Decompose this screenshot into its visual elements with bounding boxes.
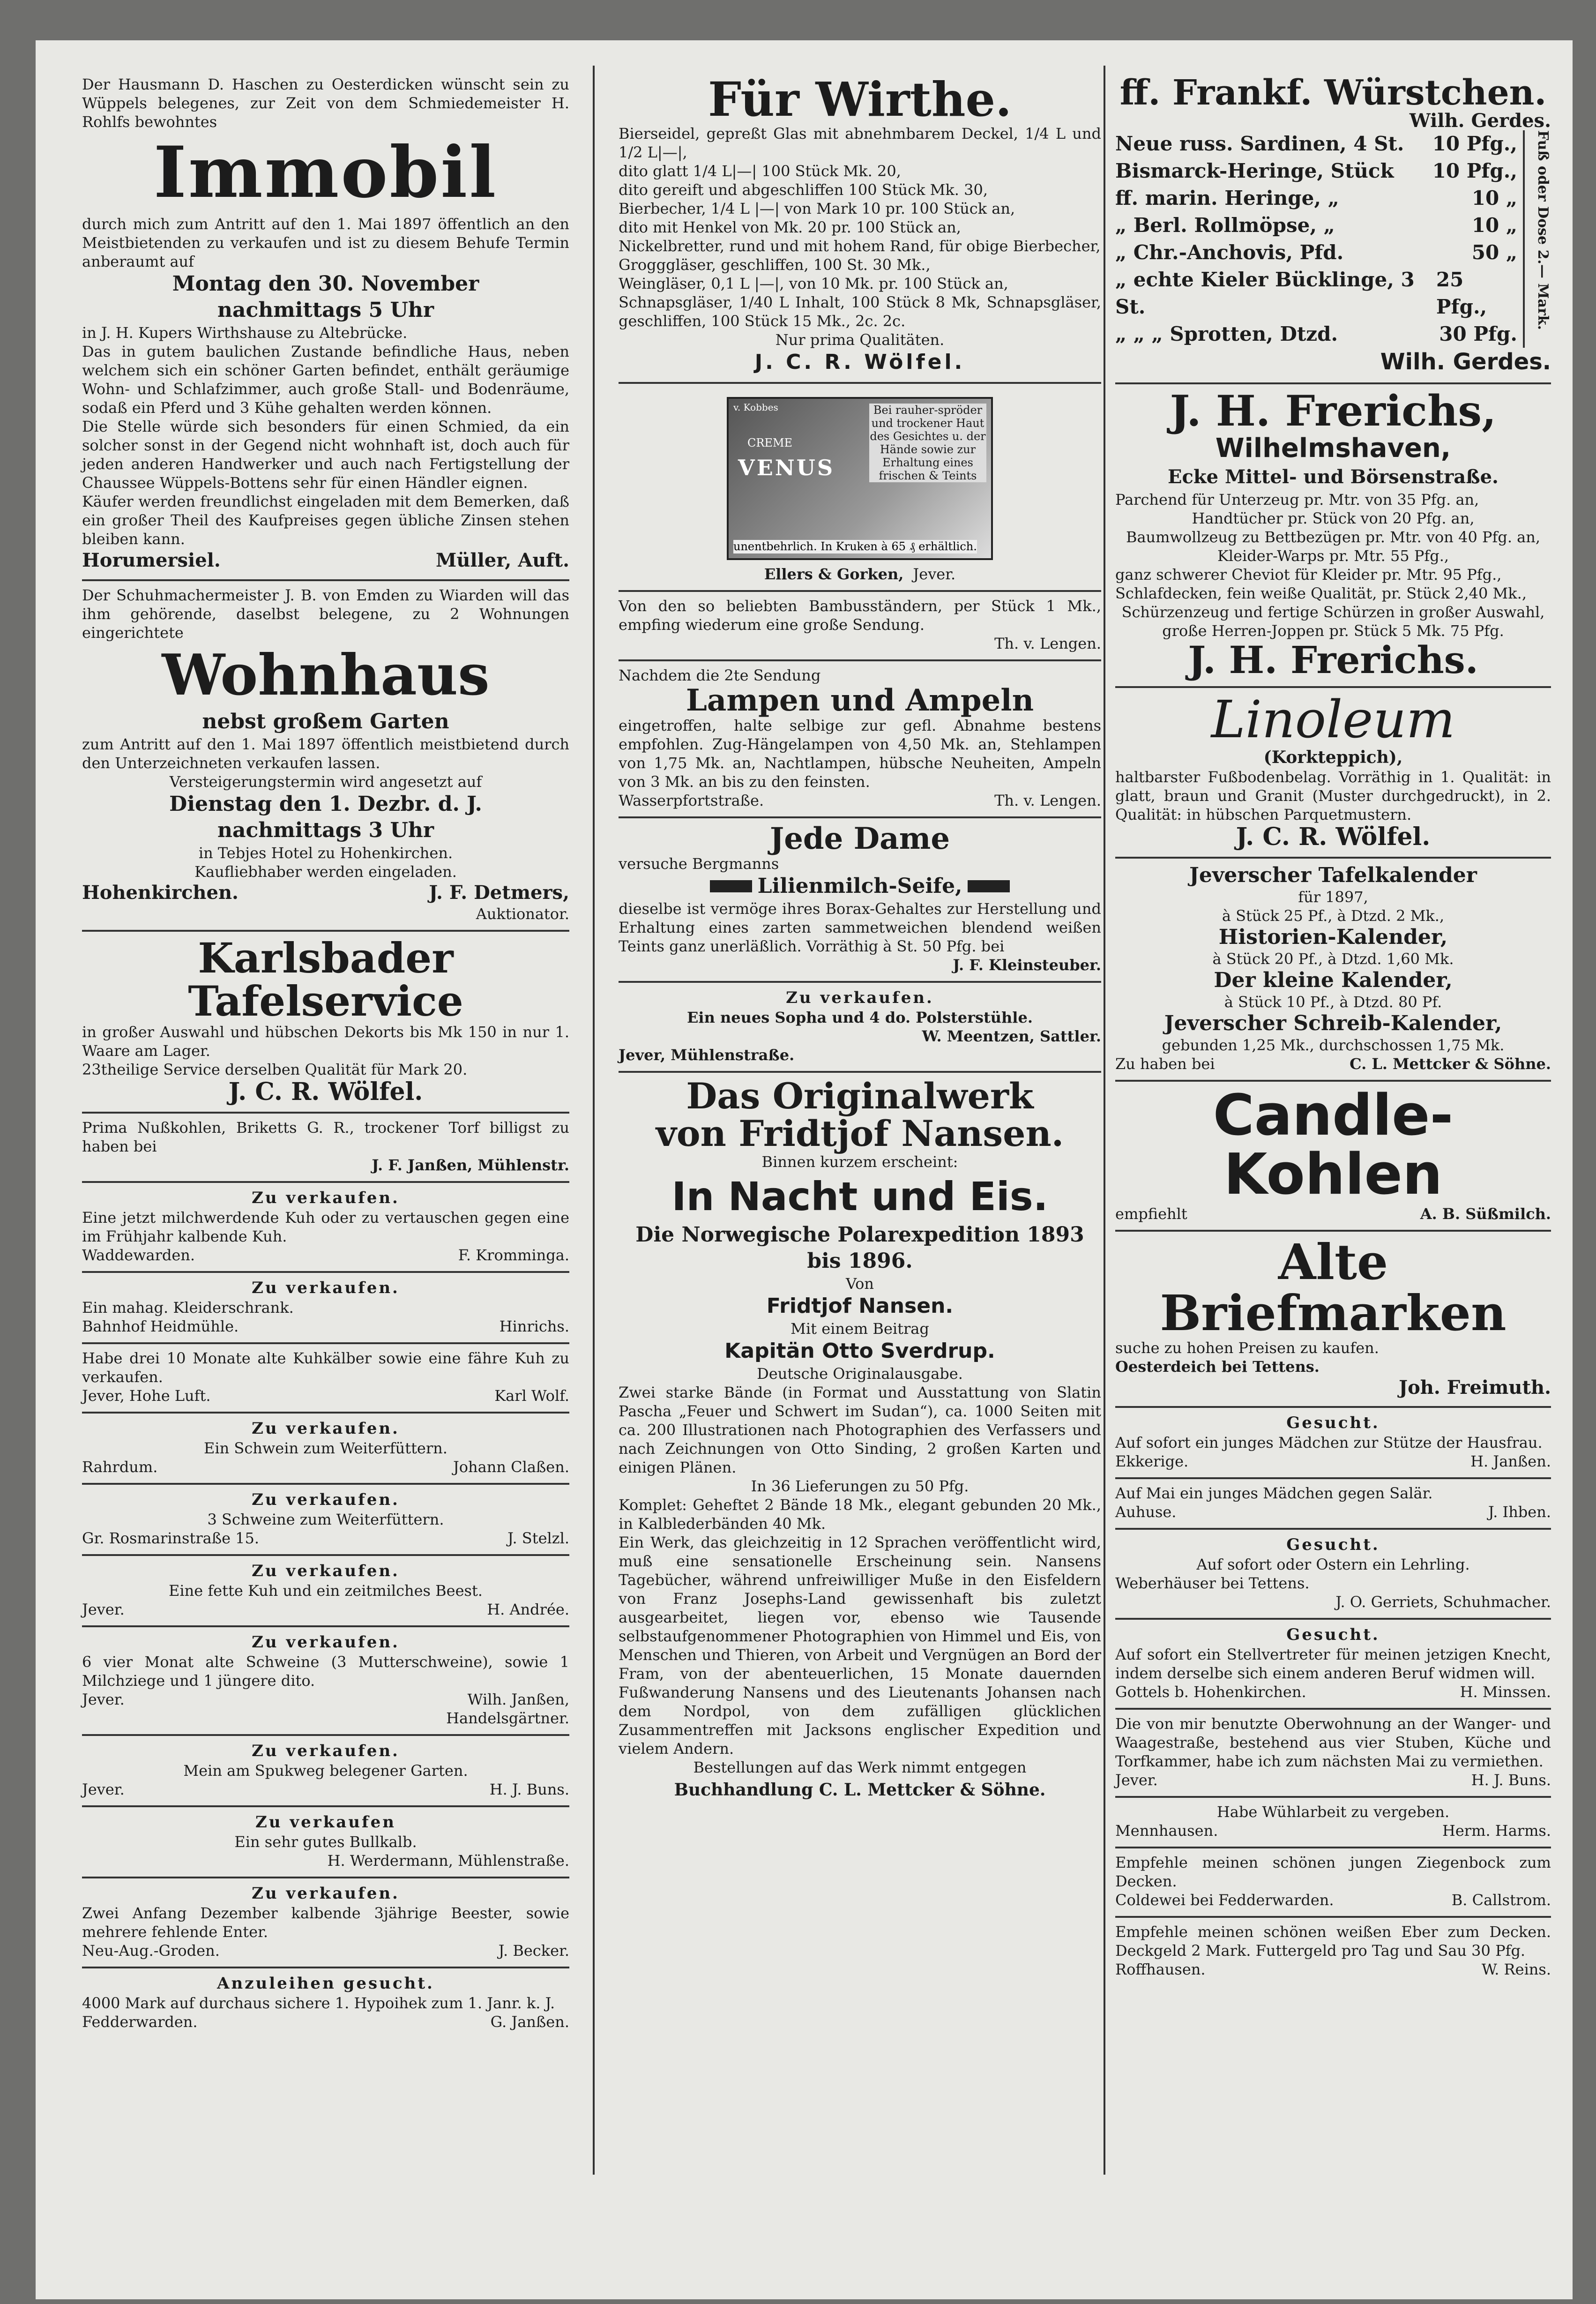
- ad-signature: Hinrichs.: [499, 1317, 569, 1336]
- ad-time: nachmittags 5 Uhr: [217, 298, 434, 322]
- ad-immobil: [82, 70, 569, 581]
- ad-heading: Zu verkaufen.: [252, 1189, 400, 1208]
- ad-text: Empfehle meinen schönen jungen Ziegenbock zum Decken.: [1115, 1854, 1551, 1891]
- ad-verkauf-schrank: [82, 1273, 569, 1344]
- ad-kohlen: [82, 1114, 569, 1183]
- list-item: [1115, 185, 1517, 212]
- ad-place-signature: Jever.: [82, 1601, 125, 1619]
- ad-headline: Wohnhaus: [162, 642, 490, 708]
- ad-line: dito mit Henkel von Mk. 20 pr. 100 Stück an,: [619, 218, 961, 236]
- ad-text: Mit einem Beitrag: [791, 1320, 929, 1338]
- ad-heading: Zu verkaufen.: [252, 1633, 400, 1652]
- ad-headline: Jede Dame: [769, 821, 950, 857]
- ad-kalender: [1115, 859, 1551, 1082]
- ad-text: Kaufliebhaber werden eingeladen.: [194, 862, 457, 881]
- ad-line: Handtücher pr. Stück von 20 Pfg. an,: [1192, 509, 1475, 528]
- text: 10 „: [1471, 213, 1517, 237]
- ad-mai-maedchen: [1115, 1479, 1551, 1530]
- ad-text: 23theilige Service derselben Qualität für Mark 20.: [82, 1061, 468, 1079]
- ad-address: Ecke Mittel- und Börsenstraße.: [1168, 466, 1499, 488]
- ad-text: Mein am Spukweg belegener Garten.: [183, 1762, 468, 1780]
- ad-schweine: [82, 1485, 569, 1556]
- ad-signature: H. Janßen.: [1470, 1452, 1551, 1471]
- ad-place-signature: Horumersiel.: [82, 549, 221, 571]
- ad-signature: Joh. Freimuth.: [1399, 1376, 1551, 1399]
- ad-place-signature: Roffhausen.: [1115, 1960, 1206, 1979]
- ad-creme-venus: [619, 384, 1101, 592]
- ad-headline: von Fridtjof Nansen.: [656, 1113, 1064, 1155]
- ad-text: Weberhäuser bei Tettens.: [1115, 1574, 1310, 1593]
- ad-date: Montag den 30. November: [172, 271, 479, 296]
- ad-text: Ein sehr gutes Bullkalb.: [234, 1833, 417, 1851]
- ad-line: dito gereift und abgeschliffen 100 Stück Mk. 30,: [619, 181, 988, 199]
- ad-heading: Zu verkaufen.: [252, 1884, 400, 1903]
- venus-bottom: unentbehrlich. In Kruken à 65 ₰ erhältlich.: [733, 540, 977, 553]
- ad-text: versuche Bergmanns: [619, 855, 779, 873]
- ad-signature: G. Janßen.: [490, 2013, 569, 2031]
- ad-text: Bestellungen auf das Werk nimmt entgegen: [693, 1758, 1027, 1777]
- text: 30 Pfg.: [1439, 322, 1517, 345]
- ad-text: haltbarster Fußbodenbelag. Vorräthig in 1. Qualität: in glatt, braun und Granit (Muster durchgedruckt), in 2. Qualität: in hübschen Parquetmustern.: [1115, 768, 1551, 823]
- ad-ziegenbock: [1115, 1848, 1551, 1918]
- ad-tafelservice: [82, 932, 569, 1114]
- ad-signature: Johann Claßen.: [453, 1458, 569, 1476]
- ad-signature: J. F. Detmers,: [429, 881, 569, 904]
- ad-headline: J. H. Frerichs,: [1170, 386, 1497, 436]
- ad-text: Habe drei 10 Monate alte Kuhkälber sowie eine fähre Kuh zu verkaufen.: [82, 1349, 569, 1386]
- ad-headline: ff. Frankf. Würstchen.: [1119, 73, 1547, 113]
- text: 10 Pfg.,: [1432, 132, 1517, 155]
- ad-line: Parchend für Unterzeug pr. Mtr. von 35 Pfg. an,: [1115, 491, 1479, 509]
- calendar-line: gebunden 1,25 Mk., durchschossen 1,75 Mk.: [1162, 1036, 1505, 1054]
- ad-text: Eine fette Kuh und ein zeitmilches Beest.: [169, 1582, 483, 1600]
- ad-heading: Zu verkaufen.: [252, 1419, 400, 1438]
- ad-signature: Herm. Harms.: [1442, 1822, 1551, 1840]
- side-note: Fuß oder Dose 2.— Mark.: [1535, 130, 1551, 330]
- ad-place-signature: Wasserpfortstraße.: [619, 792, 764, 810]
- ad-text: suche zu hohen Preisen zu kaufen.: [1115, 1339, 1379, 1357]
- ad-line: große Herren-Joppen pr. Stück 5 Mk. 75 Pfg.: [1162, 622, 1504, 640]
- ad-signature: H. J. Buns.: [489, 1780, 569, 1799]
- ad-intro: Der Schuhmachermeister J. B. von Emden zu Wiarden will das ihm gehörende, daselbst belegene, zu 2 Wohnungen eingerichtete: [82, 586, 569, 642]
- ad-headline: Candle-Kohlen: [1213, 1083, 1454, 1207]
- ad-wuerstchen: [1115, 70, 1551, 384]
- ad-text: Zwei starke Bände (in Format und Ausstattung von Slatin Pascha „Feuer und Schwert im Sudan“), ca. 1000 Seiten mit ca. 200 Illustrationen nach Photographien des Verfassers und nach Zeichnungen von Otto Sinding, 2 großen Karten und einigen Plänen.: [619, 1384, 1101, 1477]
- ad-signature: Th. v. Lengen.: [994, 635, 1101, 652]
- ad-text: eingetroffen, halte selbige zur gefl. Abnahme bestens empfohlen. Zug-Hängelampen von 4,50 Mk. an, Stehlampen von 1,75 Mk. an, Nachtlampen, hübsche Neuheiten, Ampeln von 3 Mk. an bis zu den feinsten.: [619, 717, 1101, 791]
- ad-line: Baumwollzeug zu Bettbezügen pr. Mtr. von 40 Pfg. an,: [1126, 528, 1541, 546]
- ad-signature: Müller, Auft.: [436, 549, 569, 571]
- text: 10 Pfg.,: [1432, 159, 1517, 182]
- ad-city: Wilhelmshaven,: [1215, 433, 1451, 464]
- ad-place-signature: Jever, Mühlenstraße.: [619, 1046, 795, 1064]
- ad-date: Dienstag den 1. Dezbr. d. J.: [169, 792, 482, 816]
- ad-text: Ein Werk, das gleichzeitig in 12 Sprachen veröffentlicht wird, muß eine sensationelle Erscheinung sein. Nansens Tagebücher, während unfreiwilliger Muße in den Eisfeldern von Franz Josephs-Land gewissenhaft bis zuletzt ausgearbeitet, liegen vor, ebenso wie Tausende selbstaufgenommener Photographien von Himmel und Eis, von Menschen und Thieren, von Arbeit und Vergnügen an Bord der Fram, von der abenteuerlichen, 15 Monate dauernden Fußwanderung Nansens und des Lieutenants Johansen nach dem Nordpol, von dem zufälligen glücklichen Zusammentreffen mit Jacksons englischer Expedition und vielem Andern.: [619, 1534, 1101, 1758]
- ad-wuehlarbeit: [1115, 1798, 1551, 1848]
- ad-heading: Anzuleihen gesucht.: [217, 1974, 434, 1993]
- list-item: [1115, 212, 1517, 239]
- ad-text: Komplet: Geheftet 2 Bände 18 Mk., elegant gebunden 20 Mk., in Kalblederbänden 40 Mk.: [619, 1496, 1101, 1533]
- ad-headline: Immobil: [153, 131, 498, 214]
- text: „ „ „ Sprotten, Dtzd.: [1115, 322, 1338, 345]
- venus-tag: v. Kobbes: [733, 402, 778, 413]
- ad-signature: C. L. Mettcker & Söhne.: [1350, 1055, 1551, 1073]
- book-author: Fridtjof Nansen.: [766, 1294, 954, 1318]
- calendar-line: à Stück 10 Pf., à Dtzd. 80 Pf.: [1224, 993, 1442, 1011]
- text: „ echte Kieler Bücklinge, 3 St.: [1115, 268, 1415, 318]
- ad-place-signature: Coldewei bei Fedderwarden.: [1115, 1891, 1334, 1909]
- ad-signature: F. Kromminga.: [458, 1246, 569, 1264]
- ad-signature: Buchhandlung C. L. Mettcker & Söhne.: [674, 1780, 1046, 1800]
- ad-text: Prima Nußkohlen, Briketts G. R., trockener Torf billigst zu haben bei: [82, 1119, 569, 1156]
- ad-line: Bierseidel, gepreßt Glas mit abnehmbarem Deckel, 1/4 L und 1/2 L|—|,: [619, 125, 1101, 161]
- ad-signature: J. C. R. Wölfel.: [228, 1077, 423, 1107]
- ad-signature: J. F. Janßen, Mühlenstr.: [372, 1156, 569, 1174]
- list-item: [1115, 130, 1517, 157]
- ad-jede-dame: [619, 818, 1101, 983]
- ad-line: dito glatt 1/4 L|—| 100 Stück Mk. 20,: [619, 162, 901, 180]
- column-rule-2: [1104, 66, 1105, 2175]
- ad-signature-title: Handelsgärtner.: [446, 1709, 569, 1728]
- ad-place-signature: Oesterdeich bei Tettens.: [1115, 1358, 1320, 1376]
- calendar-title: Der kleine Kalender,: [1214, 968, 1453, 992]
- text: Bismarck-Heringe, Stück: [1115, 159, 1394, 182]
- column-right: [1115, 70, 1551, 1985]
- ad-headline: Karlsbader Tafelservice: [188, 933, 463, 1025]
- ad-heading: Zu verkaufen.: [252, 1490, 400, 1510]
- ad-text: Von den so beliebten Bambusständern, per Stück 1 Mk., empfing wiederum eine große Sendung.: [619, 597, 1101, 634]
- ad-place-signature: Jever.: [82, 1780, 125, 1799]
- ad-place-signature: Ekkerige.: [1115, 1452, 1189, 1471]
- ad-heading: Zu verkaufen.: [786, 988, 934, 1008]
- venus-advert-image: [727, 397, 993, 560]
- ad-heading: Gesucht.: [1286, 1414, 1380, 1433]
- ad-place-signature: Jever.: [82, 1691, 125, 1709]
- text: 25 Pfg.,: [1436, 268, 1487, 318]
- ad-signature: J. C. R. Wölfel.: [754, 350, 965, 374]
- ad-text: 6 vier Monat alte Schweine (3 Mutterschweine), sowie 1 Milchziege und 1 jüngere dito.: [82, 1653, 569, 1690]
- ad-place-signature: Rahrdum.: [82, 1458, 158, 1476]
- ad-heading: Zu verkaufen.: [252, 1279, 400, 1298]
- ad-text: Binnen kurzem erscheint:: [761, 1152, 958, 1171]
- ad-text: Die von mir benutzte Oberwohnung an der Wanger- und Waagestraße, bestehend aus vier Stuben, Küche und Torfkammer, habe ich zum nächsten Mai zu vermiethen.: [1115, 1715, 1551, 1771]
- venus-panel: Bei rauher-spröder und trockener Haut des Gesichtes u. der Hände sowie zur Erhaltung eines frischen & Teints: [870, 404, 986, 482]
- ad-lampen: [619, 661, 1101, 818]
- ad-text: empfiehlt: [1115, 1204, 1187, 1223]
- text: „ Chr.-Anchovis, Pfd.: [1115, 240, 1344, 264]
- ad-heading: Zu verkaufen: [255, 1813, 396, 1832]
- ad-line: Nur prima Qualitäten.: [775, 331, 945, 349]
- ad-vier-schweine: [82, 1627, 569, 1736]
- ad-text: Zu haben bei: [1115, 1055, 1215, 1073]
- ad-intro: Nachdem die 2te Sendung: [619, 666, 821, 684]
- ad-signature: H. J. Buns.: [1471, 1771, 1551, 1789]
- text: 50 „: [1471, 240, 1517, 264]
- ad-place-signature: Gottels b. Hohenkirchen.: [1115, 1683, 1306, 1701]
- ad-text: In 36 Lieferungen zu 50 Pfg.: [751, 1477, 969, 1496]
- ad-place: in J. H. Kupers Wirthshause zu Altebrücke.: [82, 323, 408, 342]
- ad-signature: W. Reins.: [1481, 1960, 1551, 1979]
- ad-verkauf-kuh: [82, 1183, 569, 1273]
- book-subtitle: Die Norwegische Polarexpedition 1893 bis 1896.: [635, 1223, 1084, 1273]
- venus-creme: CREME: [747, 436, 793, 449]
- ad-headline: Alte Briefmarken: [1160, 1233, 1507, 1342]
- ad-text: Ein mahag. Kleiderschrank.: [82, 1299, 294, 1317]
- ad-text: in Tebjes Hotel zu Hohenkirchen.: [198, 844, 453, 862]
- ad-text: Ein Schwein zum Weiterfüttern.: [204, 1439, 447, 1458]
- ad-signature: Wilh. Gerdes.: [1409, 109, 1551, 132]
- ad-subheadline: nebst großem Garten: [202, 709, 449, 733]
- ad-signature: H. Minssen.: [1460, 1683, 1551, 1701]
- ad-line: Schürzenzeug und fertige Schürzen in großer Auswahl,: [1121, 603, 1545, 621]
- ad-text: Zwei Anfang Dezember kalbende 3jährige Beester, sowie mehrere fehlende Enter.: [82, 1904, 569, 1941]
- ad-signature: Th. v. Lengen.: [994, 792, 1101, 810]
- ad-place-signature: Neu-Aug.-Groden.: [82, 1942, 220, 1960]
- ad-place-signature: Gr. Rosmarinstraße 15.: [82, 1529, 260, 1548]
- ad-garten: [82, 1736, 569, 1807]
- ad-text: Versteigerungstermin wird angesetzt auf: [169, 772, 482, 791]
- ad-stellvertreter: [1115, 1620, 1551, 1710]
- ad-anzuleihen: [82, 1968, 569, 2038]
- ad-signature: J. Stelzl.: [507, 1529, 569, 1548]
- text: Neue russ. Sardinen, 4 St.: [1115, 132, 1404, 155]
- ad-sopha: [619, 983, 1101, 1073]
- ad-heading: Gesucht.: [1286, 1625, 1380, 1645]
- ad-signature: Ellers & Gorken,: [764, 565, 904, 583]
- ad-text: in großer Auswahl und hübschen Dekorts bis Mk 150 in nur 1. Waare am Lager.: [82, 1023, 569, 1060]
- ad-signature: J. O. Gerriets, Schuhmacher.: [1335, 1593, 1551, 1611]
- ad-text: Empfehle meinen schönen weißen Eber zum Decken. Deckgeld 2 Mark. Futtergeld pro Tag und Sau 30 Pfg.: [1115, 1923, 1551, 1960]
- ad-headline: Das Originalwerk: [686, 1075, 1034, 1117]
- ad-signature: A. B. Süßmilch.: [1420, 1204, 1551, 1223]
- ad-headline: Für Wirthe.: [708, 72, 1012, 127]
- ad-place-signature: Auhuse.: [1115, 1503, 1177, 1521]
- ad-lehrling: [1115, 1530, 1551, 1620]
- ad-signature: J. C. R. Wölfel.: [1236, 822, 1431, 851]
- ad-line: ganz schwerer Cheviot für Kleider pr. Mtr. 95 Pfg.,: [1115, 566, 1502, 584]
- list-item: [1115, 157, 1517, 185]
- ad-text: Auf sofort oder Ostern ein Lehrling.: [1196, 1556, 1470, 1574]
- book-title: In Nacht und Eis.: [671, 1173, 1048, 1219]
- ad-signature: Wilh. Gerdes.: [1380, 348, 1551, 375]
- ad-signature: Karl Wolf.: [494, 1387, 569, 1405]
- ad-text: Die Stelle würde sich besonders für einen Schmied, da ein solcher sonst in der Gegend nicht wohnhaft ist, doch auch für jeden anderen Handwerker und auch nach Fertigstellung der Chaussee Wüppels-Bottens sehr für einen Händler eignen.: [82, 417, 569, 492]
- ad-fuer-wirthe: [619, 70, 1101, 384]
- ad-line: Nickelbretter, rund und mit hohem Rand, für obige Bierbecher,: [619, 237, 1101, 255]
- ad-signature: Wilh. Janßen,: [467, 1691, 569, 1709]
- ad-place-signature: Jever.: [913, 565, 956, 583]
- ad-linoleum: [1115, 688, 1551, 859]
- ad-intro: Der Hausmann D. Haschen zu Oesterdicken wünscht sein zu Wüppels belegenes, zur Zeit von dem Schmiedemeister H. Rohlfs bewohntes: [82, 75, 569, 131]
- pointing-hand-icon: [968, 880, 1010, 892]
- column-middle: [619, 70, 1101, 1810]
- ad-signature: J. H. Frerichs.: [1188, 638, 1478, 682]
- ad-signature: H. Werdermann, Mühlenstraße.: [327, 1852, 569, 1870]
- ad-candle-kohlen: [1115, 1082, 1551, 1232]
- ad-text: dieselbe ist vermöge ihres Borax-Gehaltes zur Herstellung und Erhaltung eines zarten sammetweichen blendend weißen Teints ganz unerläßlich. Vorräthig à St. 50 Pfg. bei: [619, 900, 1101, 956]
- ad-heading: Gesucht.: [1286, 1535, 1380, 1555]
- ad-place-signature: Mennhausen.: [1115, 1822, 1218, 1840]
- ad-text: Das in gutem baulichen Zustande befindliche Haus, neben welchem sich ein schöner Garten befindet, enthält geräumige Wohn- und Schlafzimmer, auch große Stall- und Bodenräume, sodaß ein Pferd und 3 Kühe gehalten werden können.: [82, 342, 569, 417]
- ad-fette-kuh: [82, 1556, 569, 1627]
- ad-text: Käufer werden freundlichst eingeladen mit dem Bemerken, daß ein großer Theil des Kaufpreises gegen übliche Zinsen stehen bleiben kann.: [82, 492, 569, 548]
- ad-signature: H. Andrée.: [487, 1601, 569, 1619]
- ad-place-signature: Hohenkirchen.: [82, 881, 239, 904]
- ad-subheadline: (Korkteppich),: [1263, 747, 1403, 767]
- ad-bambus: [619, 592, 1101, 661]
- list-item: [1115, 239, 1517, 266]
- ad-text: Von: [845, 1275, 874, 1293]
- ad-headline: Linoleum: [1211, 689, 1455, 750]
- ad-line: Weingläser, 0,1 L |—|, von 10 Mk. pr. 100 Stück an,: [619, 275, 1008, 292]
- ad-signature: J. F. Kleinsteuber.: [953, 956, 1101, 974]
- ad-text: Habe Wühlarbeit zu vergeben.: [1216, 1803, 1450, 1821]
- ad-heading: Zu verkaufen.: [252, 1742, 400, 1761]
- ad-beester: [82, 1878, 569, 1968]
- ad-text: 3 Schweine zum Weiterfüttern.: [207, 1511, 444, 1529]
- ad-frerichs: [1115, 384, 1551, 688]
- ad-product: Lilienmilch-Seife,: [757, 874, 962, 898]
- ad-place-signature: Fedderwarden.: [82, 2013, 198, 2031]
- ad-signature: W. Meentzen, Sattler.: [922, 1027, 1101, 1046]
- ad-signature: J. Ihben.: [1488, 1503, 1551, 1521]
- ad-text: Deutsche Originalausgabe.: [757, 1365, 963, 1383]
- text: ff. marin. Heringe, „: [1115, 186, 1339, 209]
- ad-gesucht-maedchen: [1115, 1408, 1551, 1479]
- fish-list: [1115, 130, 1525, 348]
- ad-text: Ein neues Sopha und 4 do. Polsterstühle.: [687, 1009, 1033, 1027]
- pointing-hand-icon: [710, 880, 752, 892]
- list-item: [1115, 321, 1517, 348]
- list-item: [1115, 266, 1517, 321]
- book-author: Kapitän Otto Sverdrup.: [724, 1339, 995, 1363]
- ad-heading: Zu verkaufen.: [252, 1562, 400, 1581]
- ad-place-signature: Bahnhof Heidmühle.: [82, 1317, 239, 1336]
- ad-eber: [1115, 1918, 1551, 1985]
- ad-text: Auf Mai ein junges Mädchen gegen Salär.: [1115, 1484, 1433, 1503]
- calendar-line: für 1897,: [1298, 888, 1368, 906]
- ad-signature: B. Callstrom.: [1451, 1891, 1551, 1909]
- column-rule-1: [593, 66, 595, 2175]
- ad-text: Eine jetzt milchwerdende Kuh oder zu vertauschen gegen eine im Frühjahr kalbende Kuh.: [82, 1209, 569, 1246]
- ad-text: 4000 Mark auf durchaus sichere 1. Hypoihek zum 1. Janr. k. J.: [82, 1994, 555, 2012]
- column-left: [82, 70, 569, 2038]
- ad-line: Bierbecher, 1/4 L |—| von Mark 10 pr. 100 Stück an,: [619, 200, 1015, 217]
- ad-kuhkaelber: [82, 1344, 569, 1414]
- ad-signature: J. Becker.: [498, 1942, 569, 1960]
- ad-place-signature: Waddewarden.: [82, 1246, 195, 1264]
- ad-text: Auf sofort ein junges Mädchen zur Stütze der Hausfrau.: [1115, 1434, 1543, 1452]
- ad-place-signature: Jever, Hohe Luft.: [82, 1387, 211, 1405]
- ad-wohnhaus: [82, 581, 569, 932]
- ad-schwein: [82, 1414, 569, 1485]
- calendar-line: à Stück 20 Pf., à Dtzd. 1,60 Mk.: [1212, 950, 1454, 968]
- text: „ Berl. Rollmöpse, „: [1115, 213, 1335, 237]
- calendar-line: à Stück 25 Pf., à Dtzd. 2 Mk.,: [1222, 906, 1445, 925]
- text: 10 „: [1471, 186, 1517, 209]
- ad-signature-title: Auktionator.: [476, 905, 569, 923]
- ad-nansen: [619, 1073, 1101, 1810]
- calendar-title: Jeverscher Tafelkalender: [1189, 863, 1477, 887]
- venus-brand: VENUS: [738, 455, 835, 480]
- ad-line: Kleider-Warps pr. Mtr. 55 Pfg.,: [1217, 547, 1449, 565]
- ad-text: Auf sofort ein Stellvertreter für meinen jetzigen Knecht, indem derselbe sich einem anderen Beruf widmen will.: [1115, 1646, 1551, 1683]
- ad-line: Schnapsgläser, 1/40 L Inhalt, 100 Stück 8 Mk, Schnapsgläser, geschliffen, 100 Stück 15 Mk., 2c. 2c.: [619, 293, 1101, 330]
- ad-oberwohnung: [1115, 1710, 1551, 1798]
- ad-text: zum Antritt auf den 1. Mai 1897 öffentlich meistbietend durch den Unterzeichneten verkaufen lassen.: [82, 735, 569, 772]
- ad-headline: Lampen und Ampeln: [686, 683, 1034, 718]
- ad-line: Grogggläser, geschliffen, 100 St. 30 Mk.,: [619, 256, 931, 274]
- ad-briefmarken: [1115, 1232, 1551, 1408]
- ad-place-signature: Jever.: [1115, 1771, 1158, 1789]
- calendar-title: Jeverscher Schreib-Kalender,: [1164, 1011, 1502, 1035]
- calendar-title: Historien-Kalender,: [1218, 925, 1448, 949]
- ad-time: nachmittags 3 Uhr: [217, 818, 434, 842]
- ad-text: durch mich zum Antritt auf den 1. Mai 1897 öffentlich an den Meistbietenden zu verkaufen und ist zu diesem Behufe Termin anberaumt auf: [82, 215, 569, 270]
- ad-line: Schlafdecken, fein weiße Qualität, pr. Stück 2,40 Mk.,: [1115, 584, 1527, 603]
- ad-bullkalb: [82, 1807, 569, 1878]
